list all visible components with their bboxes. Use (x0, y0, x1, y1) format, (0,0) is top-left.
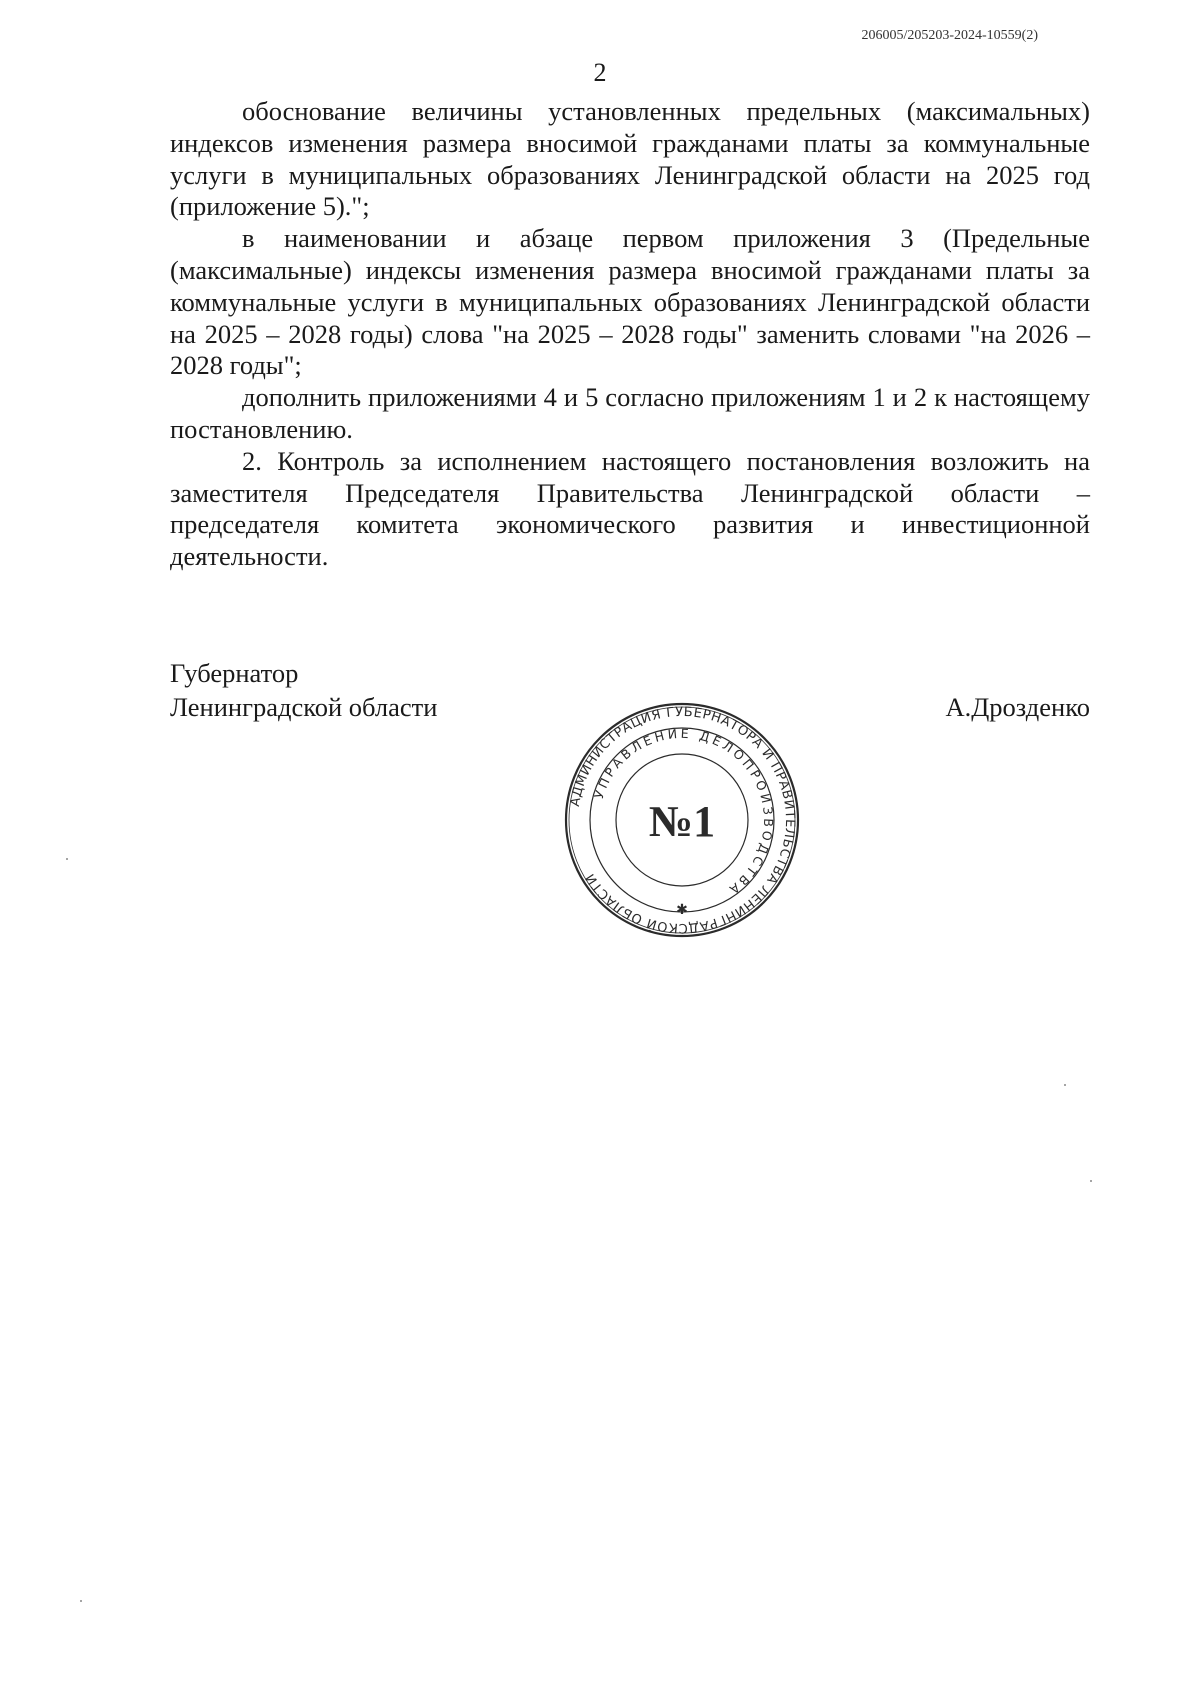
paragraph: дополнить приложениями 4 и 5 согласно приложениям 1 и 2 к настоящему постановлению. (170, 382, 1090, 444)
paragraph: в наименовании и абзаце первом приложения 3 (Предельные (максимальные) индексы изменения размера вносимой гражданами платы за коммунальные услуги в муниципальных образованиях Ленинградской области на 2025 – 2028 годы) слова "на 2025 – 2028 годы" заменить словами "на 2026 – 2028 годы"; (170, 223, 1090, 381)
scan-speck (1064, 1084, 1066, 1086)
signatory-name: А.Дрозденко (945, 692, 1090, 722)
seal-outer-text: АДМИНИСТРАЦИЯ ГУБЕРНАТОРА И ПРАВИТЕЛЬСТВА ЛЕНИНГРАДСКОЙ ОБЛАСТИ (567, 704, 798, 936)
document-body (170, 96, 1090, 573)
seal-star-icon: ✱ (676, 902, 688, 918)
doc-number: 206005/205203-2024-10559(2) (861, 28, 1038, 43)
paragraph: обоснование величины установленных предельных (максимальных) индексов изменения размера вносимой гражданами платы за коммунальные услуги в муниципальных образованиях Ленинградской области на 2025 год (приложение 5)."; (170, 96, 1090, 222)
scan-speck (1090, 1180, 1092, 1182)
official-seal-stamp (562, 700, 802, 940)
paragraph: 2. Контроль за исполнением настоящего постановления возложить на заместителя Председателя Правительства Ленинградской области – председателя комитета экономического развития и инвестиционной деятельности. (170, 445, 1090, 572)
signatory-title-line2: Ленинградской области (170, 692, 438, 722)
scan-speck (80, 1600, 82, 1602)
page-number: 2 (593, 58, 607, 87)
signatory-title-line1: Губернатор (170, 658, 299, 688)
seal-inner-text: УПРАВЛЕНИЕ ДЕЛОПРОИЗВОДСТВА (590, 725, 777, 900)
scan-speck (66, 858, 68, 860)
seal-center-number: №1 (648, 797, 716, 846)
